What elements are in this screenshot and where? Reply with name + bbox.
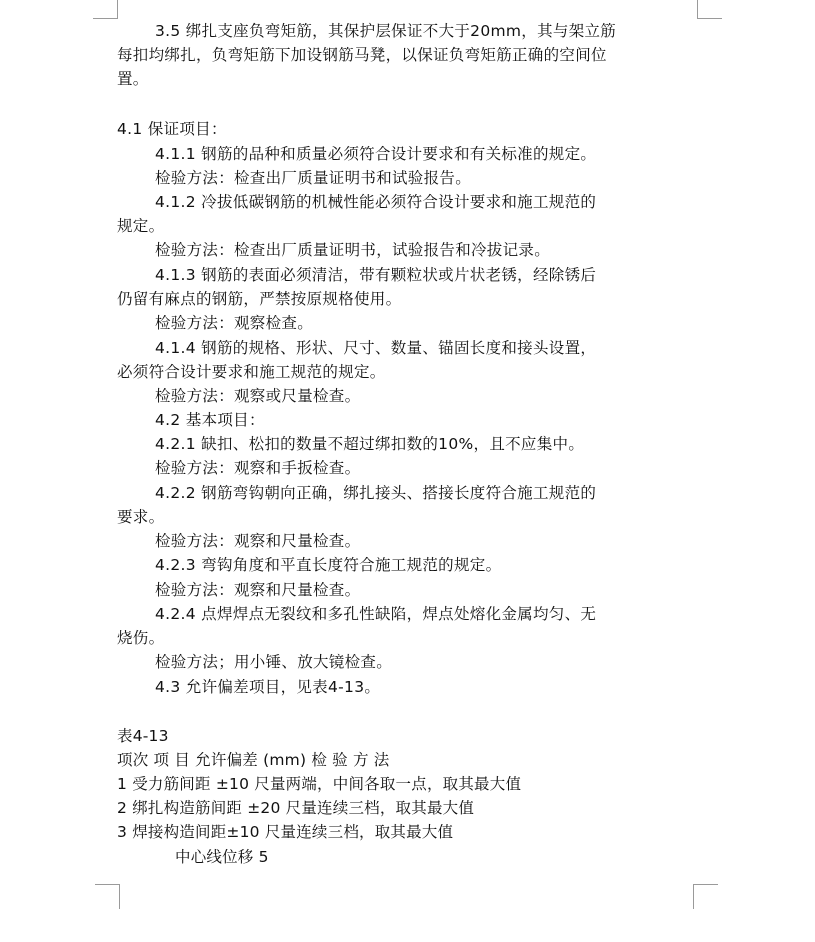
table-row: 中心线位移 5 <box>175 848 269 866</box>
paragraph-line: 烧伤。 <box>117 629 165 647</box>
paragraph-line: 置。 <box>117 70 149 88</box>
table-header: 项次 项 目 允许偏差 (mm) 检 验 方 法 <box>117 751 390 769</box>
paragraph-line: 检验方法：检查出厂质量证明书和试验报告。 <box>155 169 472 187</box>
paragraph-line: 规定。 <box>117 217 165 235</box>
paragraph-line: 检验方法：观察和手扳检查。 <box>155 459 361 477</box>
paragraph-line: 检验方法：观察检查。 <box>155 314 314 332</box>
paragraph-line: 4.1.1 钢筋的品种和质量必须符合设计要求和有关标准的规定。 <box>155 145 597 163</box>
paragraph-line: 4.2.4 点焊焊点无裂纹和多孔性缺陷，焊点处熔化金属均匀、无 <box>155 605 597 623</box>
page-corner-mark-bottom-left <box>95 884 120 909</box>
section-heading: 4.3 允许偏差项目，见表4-13。 <box>155 678 381 696</box>
table-row: 3 焊接构造间距±10 尺量连续三档，取其最大值 <box>117 823 454 841</box>
section-heading: 4.1 保证项目： <box>117 120 227 138</box>
paragraph-line: 4.2.3 弯钩角度和平直长度符合施工规范的规定。 <box>155 556 502 574</box>
paragraph-line: 仍留有麻点的钢筋，严禁按原规格使用。 <box>117 290 402 308</box>
paragraph-line: 检验方法：观察或尺量检查。 <box>155 387 361 405</box>
section-heading: 4.2 基本项目： <box>155 411 265 429</box>
paragraph-line: 必须符合设计要求和施工规范的规定。 <box>117 363 386 381</box>
paragraph-line: 4.1.4 钢筋的规格、形状、尺寸、数量、锚固长度和接头设置， <box>155 339 597 357</box>
paragraph-line: 检验方法：检查出厂质量证明书，试验报告和冷拔记录。 <box>155 241 551 259</box>
paragraph-line: 3.5 绑扎支座负弯矩筋，其保护层保证不大于20mm，其与架立筋 <box>155 22 617 40</box>
paragraph-line: 检验方法：观察和尺量检查。 <box>155 532 361 550</box>
paragraph-line: 检验方法：观察和尺量检查。 <box>155 581 361 599</box>
page-corner-mark-top-left <box>93 0 118 19</box>
paragraph-line: 4.1.3 钢筋的表面必须清洁，带有颗粒状或片状老锈，经除锈后 <box>155 266 597 284</box>
table-row: 2 绑扎构造筋间距 ±20 尺量连续三档，取其最大值 <box>117 799 475 817</box>
paragraph-line: 4.1.2 冷拔低碳钢筋的机械性能必须符合设计要求和施工规范的 <box>155 193 597 211</box>
page-corner-mark-bottom-right <box>693 884 718 909</box>
table-caption: 表4-13 <box>117 727 169 745</box>
paragraph-line: 每扣均绑扎，负弯矩筋下加设钢筋马凳，以保证负弯矩筋正确的空间位 <box>117 46 607 64</box>
paragraph-line: 要求。 <box>117 508 165 526</box>
paragraph-line: 4.2.1 缺扣、松扣的数量不超过绑扣数的10%，且不应集中。 <box>155 435 585 453</box>
page-corner-mark-top-right <box>697 0 722 19</box>
paragraph-line: 检验方法；用小锤、放大镜检查。 <box>155 653 393 671</box>
table-row: 1 受力筋间距 ±10 尺量两端，中间各取一点，取其最大值 <box>117 775 522 793</box>
paragraph-line: 4.2.2 钢筋弯钩朝向正确，绑扎接头、搭接长度符合施工规范的 <box>155 484 597 502</box>
